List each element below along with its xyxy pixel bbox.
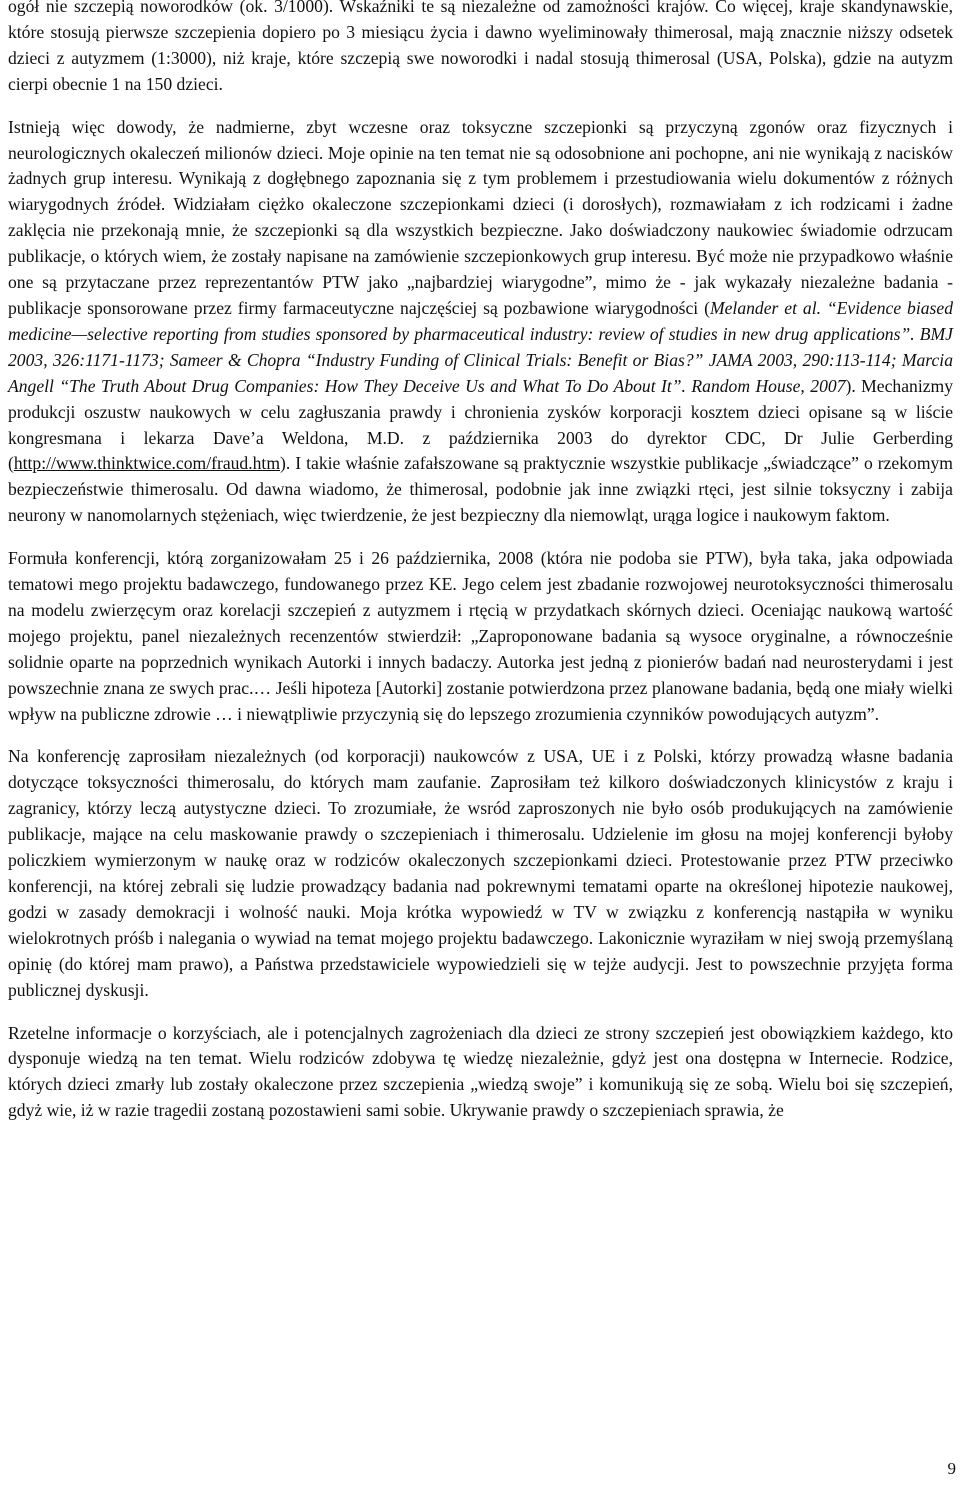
paragraph-4-text: Na konferencję zaprosiłam niezależnych (od korporacji) naukowców z USA, UE i z Polski, którzy prowadzą własne badania dotyczące toksyczności thimerosalu, do których mam zaufanie. Zaprosiłam też kilkoro doświadczonych klinicystów z kraju i zagranicy, którzy leczą autystyczne dzieci. To zrozumiałe, że wsród zaproszonych nie było osób produkujących na zamówienie publikacje, mające na celu maskowanie prawdy o szczepieniach i thimerosalu. Udzielenie im głosu na mojej konferencji byłoby policzkiem wymierzonym w naukę oraz w rodziców okaleczonych szczepionkami dzieci. Protestowanie przez PTW przeciwko konferencji, na której zebrali się ludzie prowadzący badania nad pokrewnymi tematami oparte na określonej hipotezie naukowej, godzi w zasady demokracji i wolność nauki. Moja krótka wypowiedź w TV w związku z konferencją nastąpiła w wyniku wielokrotnych próśb i nalegania o wywiad na temat mojego projektu badawczego. Lakonicznie wyraziłam w niej swoją przemyślaną opinię (do której mam prawo), a Państwa przedstawiciele wypowiedzieli się w tejże audycji. Jest to powszechnie przyjęta forma publicznej dyskusji.: [8, 746, 953, 1000]
paragraph-2-text-a: Istnieją więc dowody, że nadmierne, zbyt wczesne oraz toksyczne szczepionki są przyczyną zgonów oraz fizycznych i neurologicznych okaleczeń milionów dzieci. Moje opinie na ten temat nie są odosobnione ani pochopne, ani nie wynikają z nacisków żadnych grup interesu. Wynikają z dogłębnego zapoznania się z tym problemem i przestudiowania wielu dokumentów z różnych wiarygodnych źródeł. Widziałam ciężko okaleczone szczepionkami dzieci (i dorosłych), rozmawiałam z ich rodzicami i żadne zaklęcia nie przekonają mnie, że szczepionki są dla wszystkich bezpieczne. Jako doświadczony naukowiec świadomie odrzucam publikacje, o których wiem, że zostały napisane na zamówienie szczepionkowych grup interesu. Być może nie przypadkowo właśnie one są przytaczane przez reprezentantów PTW jako „najbardziej wiarygodne”, mimo że - jak wykazały niezależne badania - publikacje sponsorowane przez firmy farmaceutyczne najczęściej są pozbawione wiarygodności (: [8, 116, 953, 318]
page-number: 9: [947, 1459, 956, 1478]
paragraph-2: [8, 115, 953, 530]
paragraph-1: [8, 0, 953, 98]
paragraph-3: [8, 546, 953, 727]
paragraph-2-text-c: ). I takie właśnie zafałszowane są praktycznie wszystkie publikacje „świadczące” o rzekomym bezpieczeństwie thimerosalu. Od dawna wiadomo, że thimerosal, podobnie jak inne związki rtęci, jest silnie toksyczny i zabija neurony w nanomolarnych stężeniach, więc twierdzenie, że jest bezpieczny dla niemowląt, urąga logice i naukowym faktom.: [8, 453, 953, 526]
paragraph-2-text-b: ). Mechanizmy produkcji oszustw naukowych w celu zagłuszania prawdy i chronienia zysków korporacji kosztem dzieci opisane są w liście kongresmana i lekarza Dave’a Weldona, M.D. z października 2003 do dyrektor CDC, Dr Julie Gerberding (: [8, 375, 954, 474]
paragraph-1-text: ogół nie szczepią noworodków (ok. 3/1000). Wskaźniki te są niezależne od zamożności krajów. Co więcej, kraje skandynawskie, które stosują pierwsze szczepienia dopiero po 3 miesiącu życia i dawno wyeliminowały thimerosal, mają znacznie niższy odsetek dzieci z autyzmem (1:3000), niż kraje, które szczepią swe noworodki i nadal stosują thimerosal (USA, Polska), gdzie na autyzm cierpi obecnie 1 na 150 dzieci.: [8, 0, 953, 94]
paragraph-5-text: Rzetelne informacje o korzyściach, ale i potencjalnych zagrożeniach dla dzieci ze strony szczepień jest obowiązkiem każdego, kto dysponuje wiedzą na ten temat. Wielu rodziców zdobywa tę wiedzę niezależnie, gdyż jest ona dostępna w Internecie. Rodzice, których dzieci zmarły lub zostały okaleczone przez szczepienia „wiedzą swoje” i komunikują się ze sobą. Wielu boi się szczepień, gdyż wie, iż w razie tragedii zostaną pozostawieni sami sobie. Ukrywanie prawdy o szczepieniach sprawia, że: [8, 1022, 953, 1121]
fraud-link[interactable]: http://www.thinktwice.com/fraud.htm: [13, 453, 280, 474]
paragraph-5: [8, 1021, 953, 1125]
citation-italic: Melander et al. “Evidence biased medicine—selective reporting from studies sponsored by pharmaceutical industry: review of studies in new drug applications”. BMJ 2003, 326:1171-1173; Sameer & Chopra “Industry Funding of Clinical Trials: Benefit or Bias?” JAMA 2003, 290:113-114; Marcia Angell “The Truth About Drug Companies: How They Deceive Us and What To Do About It”. Random House, 2007: [8, 297, 953, 396]
document-page: [8, 0, 953, 1141]
paragraph-4: [8, 744, 953, 1003]
paragraph-3-text: Formuła konferencji, którą zorganizowałam 25 i 26 października, 2008 (która nie podoba sie PTW), była taka, jaka odpowiada tematowi mego projektu badawczego, fundowanego przez KE. Jego celem jest zbadanie rozwojowej neurotoksyczności thimerosalu na modelu zwierzęcym oraz korelacji szczepień z autyzmem i rtęcią w przydatkach skórnych dzieci. Oceniając naukową wartość mojego projektu, panel niezależnych recenzentów stwierdził: „Zaproponowane badania są wysoce oryginalne, a równocześnie solidnie oparte na poprzednich wynikach Autorki i innych badaczy. Autorka jest jedną z pionierów badań nad neurosterydami i jest powszechnie znana ze swych prac.… Jeśli hipoteza [Autorki] zostanie potwierdzona przez planowane badania, będą one miały wielki wpływ na publiczne zdrowie … i niewątpliwie przyczynią się do lepszego zrozumienia czynników powodujących autyzm”.: [8, 548, 953, 724]
